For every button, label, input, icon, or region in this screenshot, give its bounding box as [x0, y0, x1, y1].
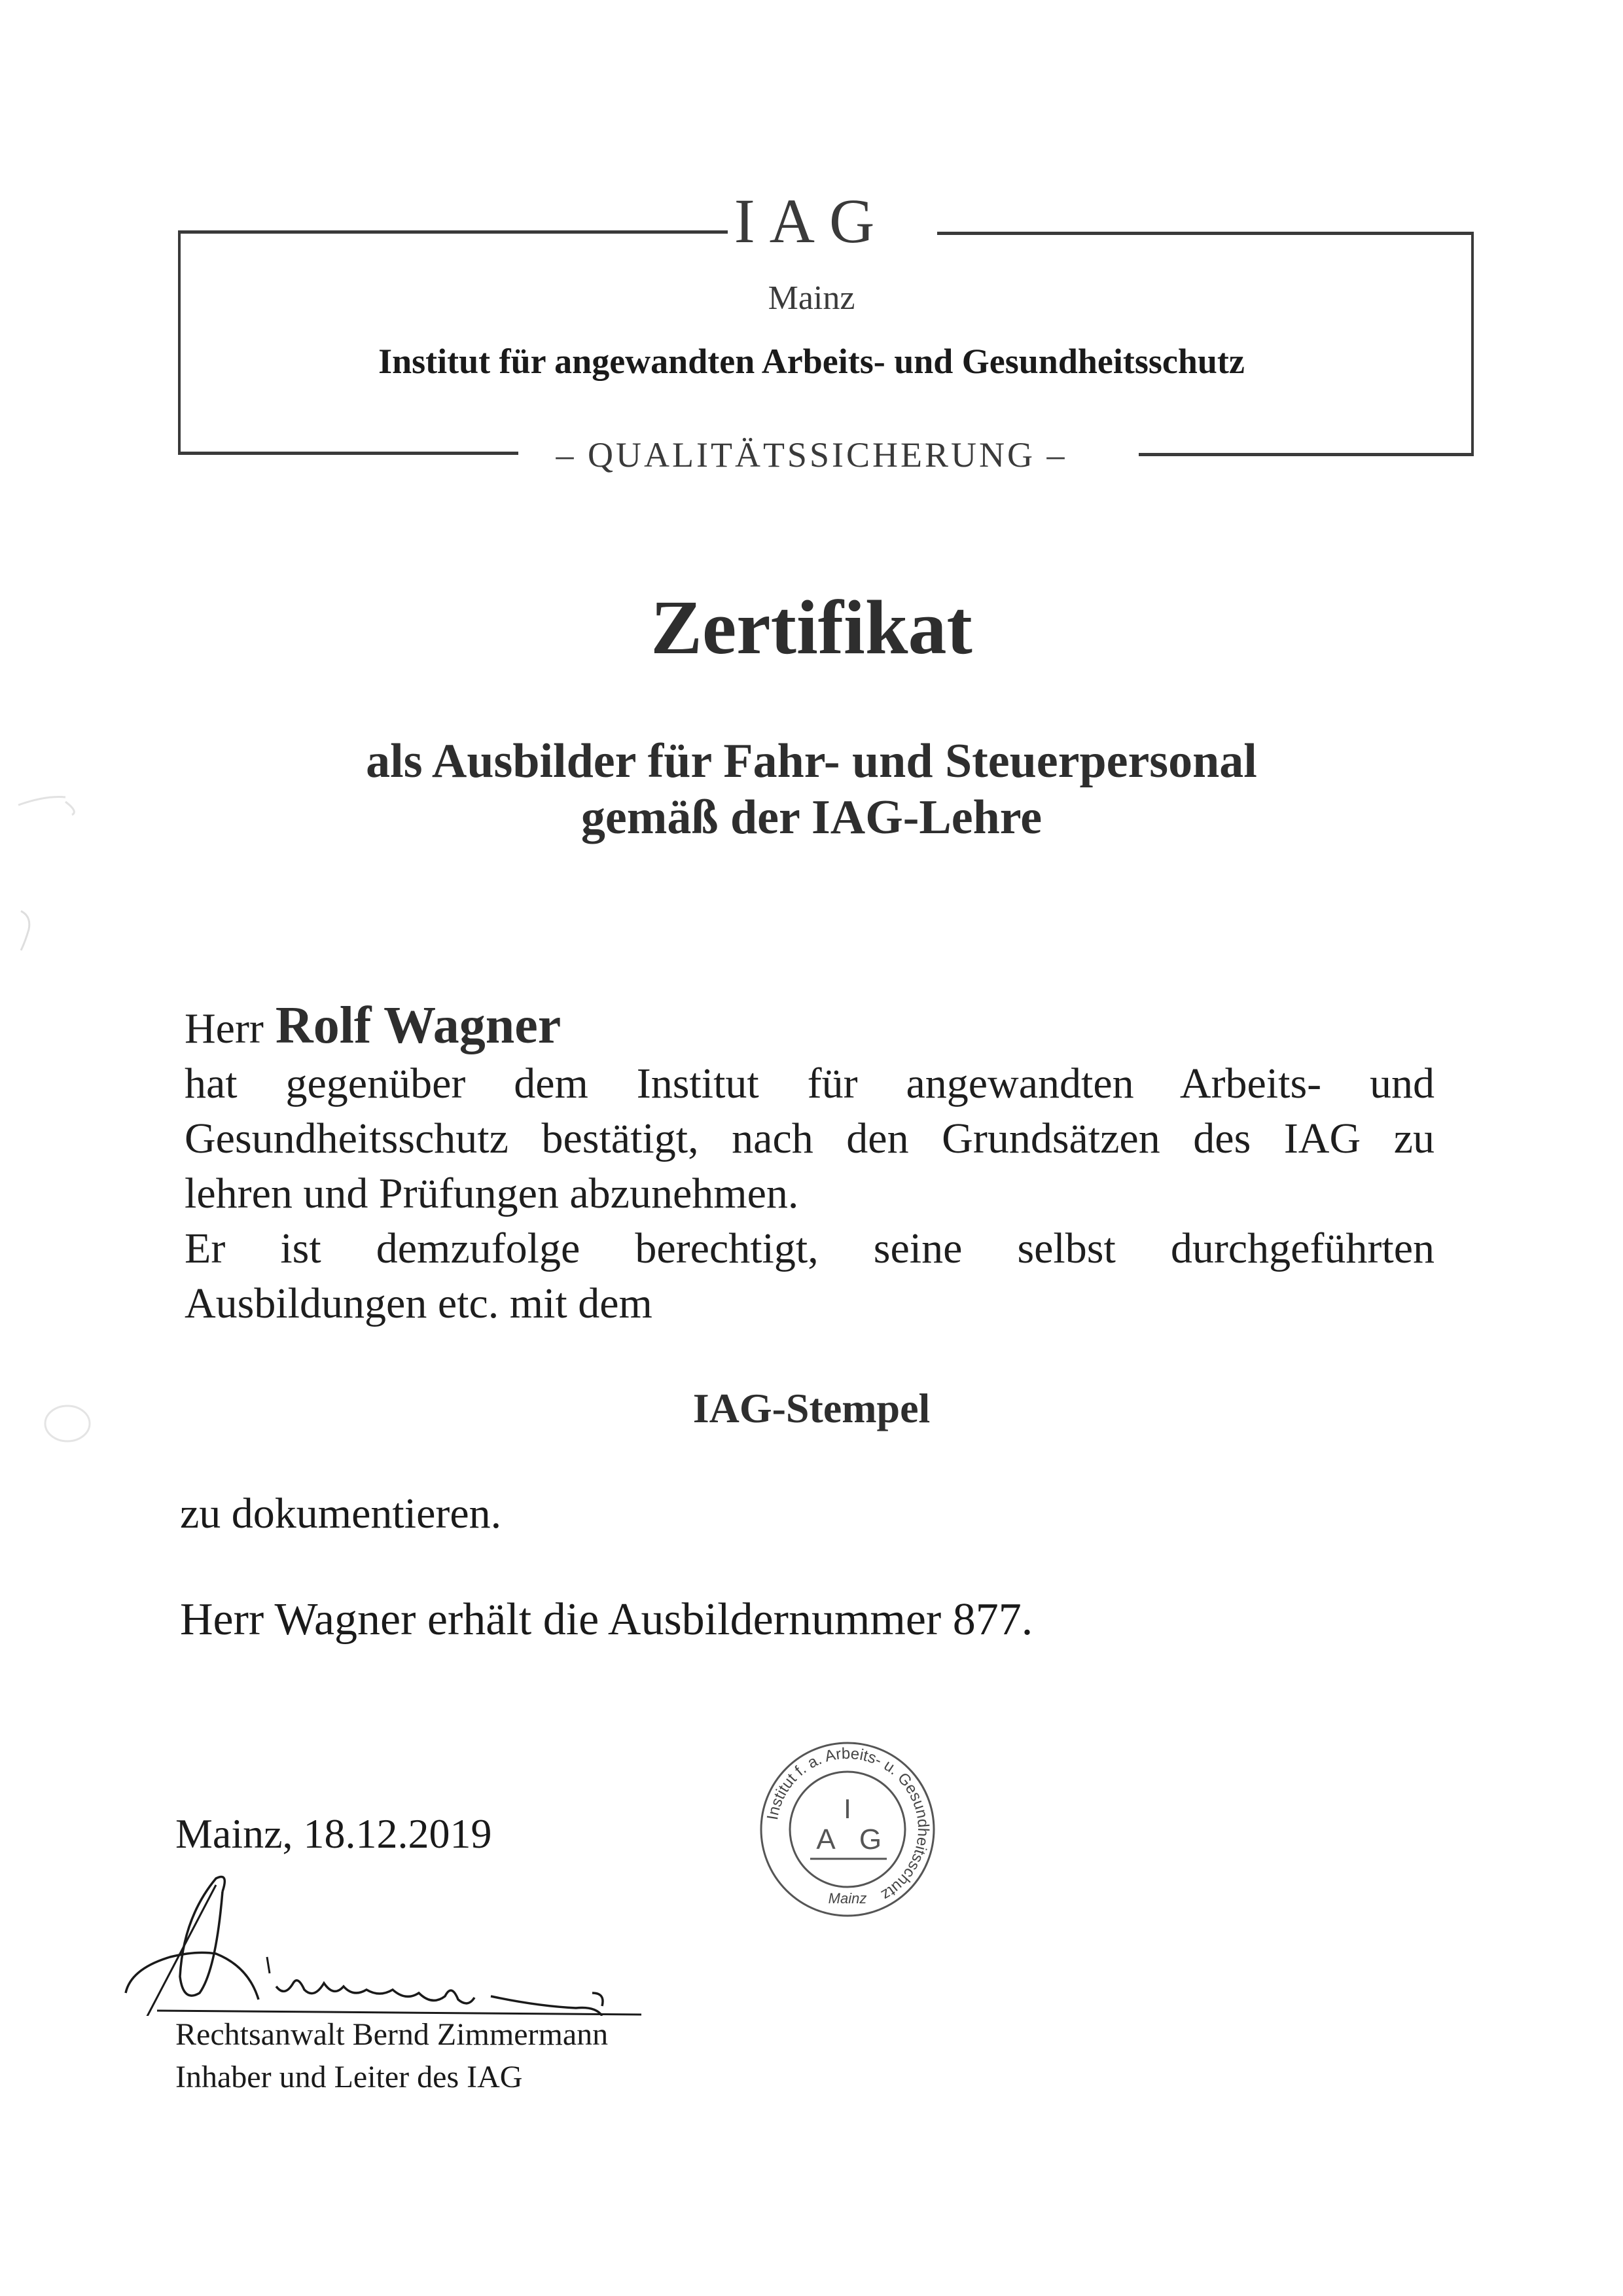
subtitle-line-1: als Ausbilder für Fahr- und Steuerpersonal [366, 734, 1257, 788]
certificate-title: Zertifikat [651, 584, 972, 670]
stamp-ring-text [764, 1745, 932, 1904]
certificate-subtitle [0, 733, 1623, 846]
subtitle-line-2: gemäß der IAG-Lehre [580, 791, 1043, 844]
signature-tail [491, 1993, 603, 2016]
body-line-3: lehren und Prüfungen abzunehmen. [185, 1170, 799, 1217]
iag-seal-stamp [753, 1734, 942, 1924]
punch-mark-middle [21, 911, 29, 950]
signer-name: Rechtsanwalt Bernd Zimmermann [175, 2017, 609, 2052]
frame-right-rule [1471, 232, 1474, 453]
signature-i-dot [267, 1957, 270, 1973]
body-line-5: Ausbildungen etc. mit dem [185, 1280, 652, 1327]
stamp-center-i: I [844, 1793, 851, 1824]
recipient-line [185, 998, 1435, 1056]
place-and-date: Mainz, 18.12.2019 [175, 1810, 492, 1857]
signature-diagonal [144, 1885, 216, 2016]
stamp-ring-textpath: Institut f. a. Arbeits- u. Gesundheitsschutz [764, 1744, 933, 1905]
signature-wave [276, 1981, 474, 2003]
signature-loop [180, 1877, 224, 1996]
signature-underline [157, 2011, 641, 2015]
recipient-name: Rolf Wagner [275, 997, 562, 1054]
signer-role: Inhaber und Leiter des IAG [175, 2060, 523, 2094]
trainer-number-line: Herr Wagner erhält die Ausbildernummer 877. [180, 1594, 1033, 1645]
stamp-bottom-city: Mainz [828, 1890, 867, 1907]
tagline-text: – QUALITÄTSSICHERUNG – [547, 435, 1077, 475]
stamp-inner-ring [790, 1772, 905, 1887]
stamp-label: IAG-Stempel [692, 1385, 931, 1431]
body-line-2: Gesundheitsschutz bestätigt, nach den Grundsätzen des IAG zu [185, 1115, 1435, 1162]
org-tagline [0, 437, 1623, 473]
stamp-center-g: G [859, 1823, 882, 1856]
certificate-body [185, 998, 1435, 1331]
document-line: zu dokumentieren. [180, 1490, 502, 1537]
body-line-1: hat gegenüber dem Institut für angewandten Arbeits- und [185, 1060, 1435, 1107]
signature [118, 1859, 694, 2016]
signature-cross-stroke [126, 1952, 259, 2000]
stamp-center-a: A [816, 1823, 836, 1856]
org-short-name: IAG [734, 186, 889, 256]
frame-left-rule [178, 230, 181, 453]
org-city: Mainz [768, 279, 855, 317]
org-full-name: Institut für angewandten Arbeits- und Gesundheitsschutz [378, 342, 1245, 381]
body-line-4: Er ist demzufolge berechtigt, seine selbst durchgeführten [185, 1225, 1435, 1272]
salutation: Herr [185, 1005, 264, 1052]
